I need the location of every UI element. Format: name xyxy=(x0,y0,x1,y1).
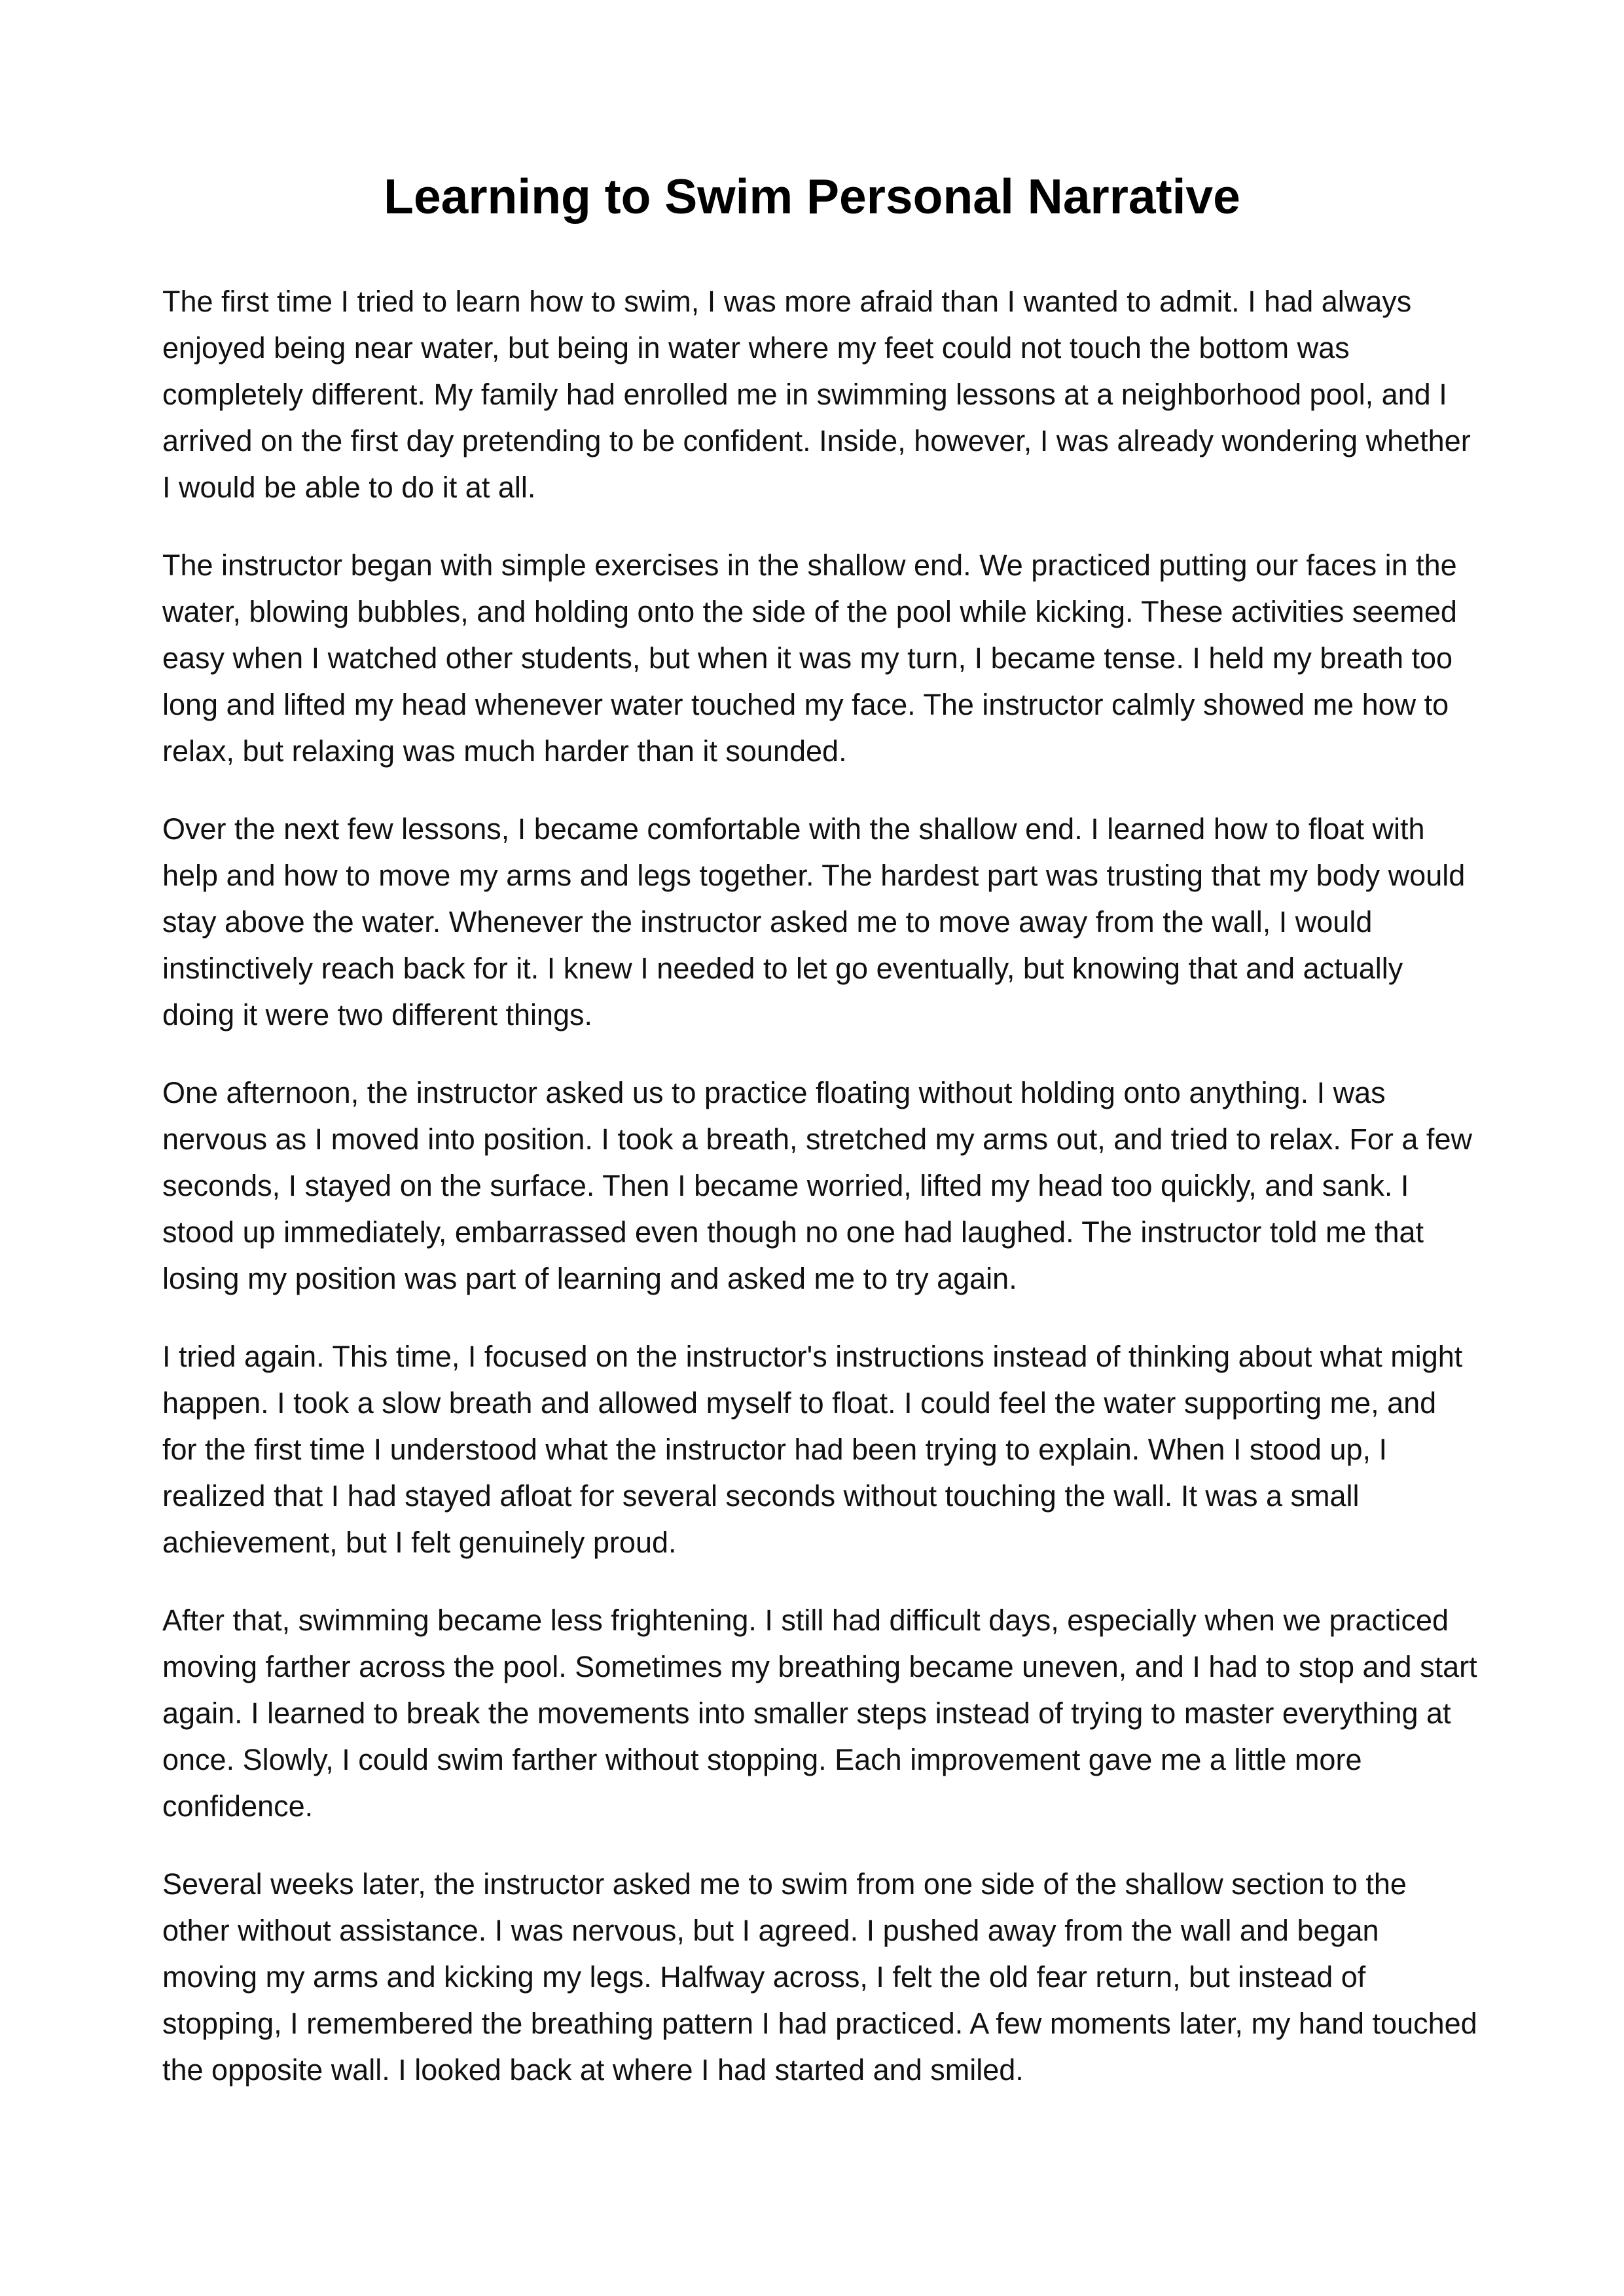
paragraph-6: After that, swimming became less frightening. I still had difficult days, especially when we practiced moving farther across the pool. Sometimes my breathing became uneven, and I had to stop and start again. I learned to break the movements into smaller steps instead of trying to master everything at once. Slowly, I could swim farther without stopping. Each improvement gave me a little more confidence. xyxy=(162,1604,1477,1823)
paragraph-1: The first time I tried to learn how to swim, I was more afraid than I wanted to admit. I had always enjoyed being near water, but being in water where my feet could not touch the bottom was completely different. My family had enrolled me in swimming lessons at a neighborhood pool, and I arrived on the first day pretending to be confident. Inside, however, I was already wondering whether I would be able to do it at all. xyxy=(162,285,1471,504)
paragraph-4: One afternoon, the instructor asked us to practice floating without holding onto anything. I was nervous as I moved into position. I took a breath, stretched my arms out, and tried to relax. For a few seconds, I stayed on the surface. Then I became worried, lifted my head too quickly, and sank. I stood up immediately, embarrassed even though no one had laughed. The instructor told me that losing my position was part of learning and asked me to try again. xyxy=(162,1076,1472,1295)
document-body xyxy=(162,278,1478,2125)
paragraph-2: The instructor began with simple exercises in the shallow end. We practiced putting our faces in the water, blowing bubbles, and holding onto the side of the pool while kicking. These activities seemed easy when I watched other students, but when it was my turn, I became tense. I held my breath too long and lifted my head whenever water touched my face. The instructor calmly showed me how to relax, but relaxing was much harder than it sounded. xyxy=(162,548,1457,768)
paragraph-7: Several weeks later, the instructor asked me to swim from one side of the shallow section to the other without assistance. I was nervous, but I agreed. I pushed away from the wall and began moving my arms and kicking my legs. Halfway across, I felt the old fear return, but instead of stopping, I remembered the breathing pattern I had practiced. A few moments later, my hand touched the opposite wall. I looked back at where I had started and smiled. xyxy=(162,1867,1477,2087)
paragraph-3: Over the next few lessons, I became comfortable with the shallow end. I learned how to float with help and how to move my arms and legs together. The hardest part was trusting that my body would stay above the water. Whenever the instructor asked me to move away from the wall, I would instinctively reach back for it. I knew I needed to let go eventually, but knowing that and actually doing it were two different things. xyxy=(162,812,1466,1031)
paragraph-5: I tried again. This time, I focused on the instructor's instructions instead of thinking about what might happen. I took a slow breath and allowed myself to float. I could feel the water supporting me, and for the first time I understood what the instructor had been trying to explain. When I stood up, I realized that I had stayed afloat for several seconds without touching the wall. It was a small achievement, but I felt genuinely proud. xyxy=(162,1340,1463,1559)
document-title: Learning to Swim Personal Narrative xyxy=(384,169,1240,224)
